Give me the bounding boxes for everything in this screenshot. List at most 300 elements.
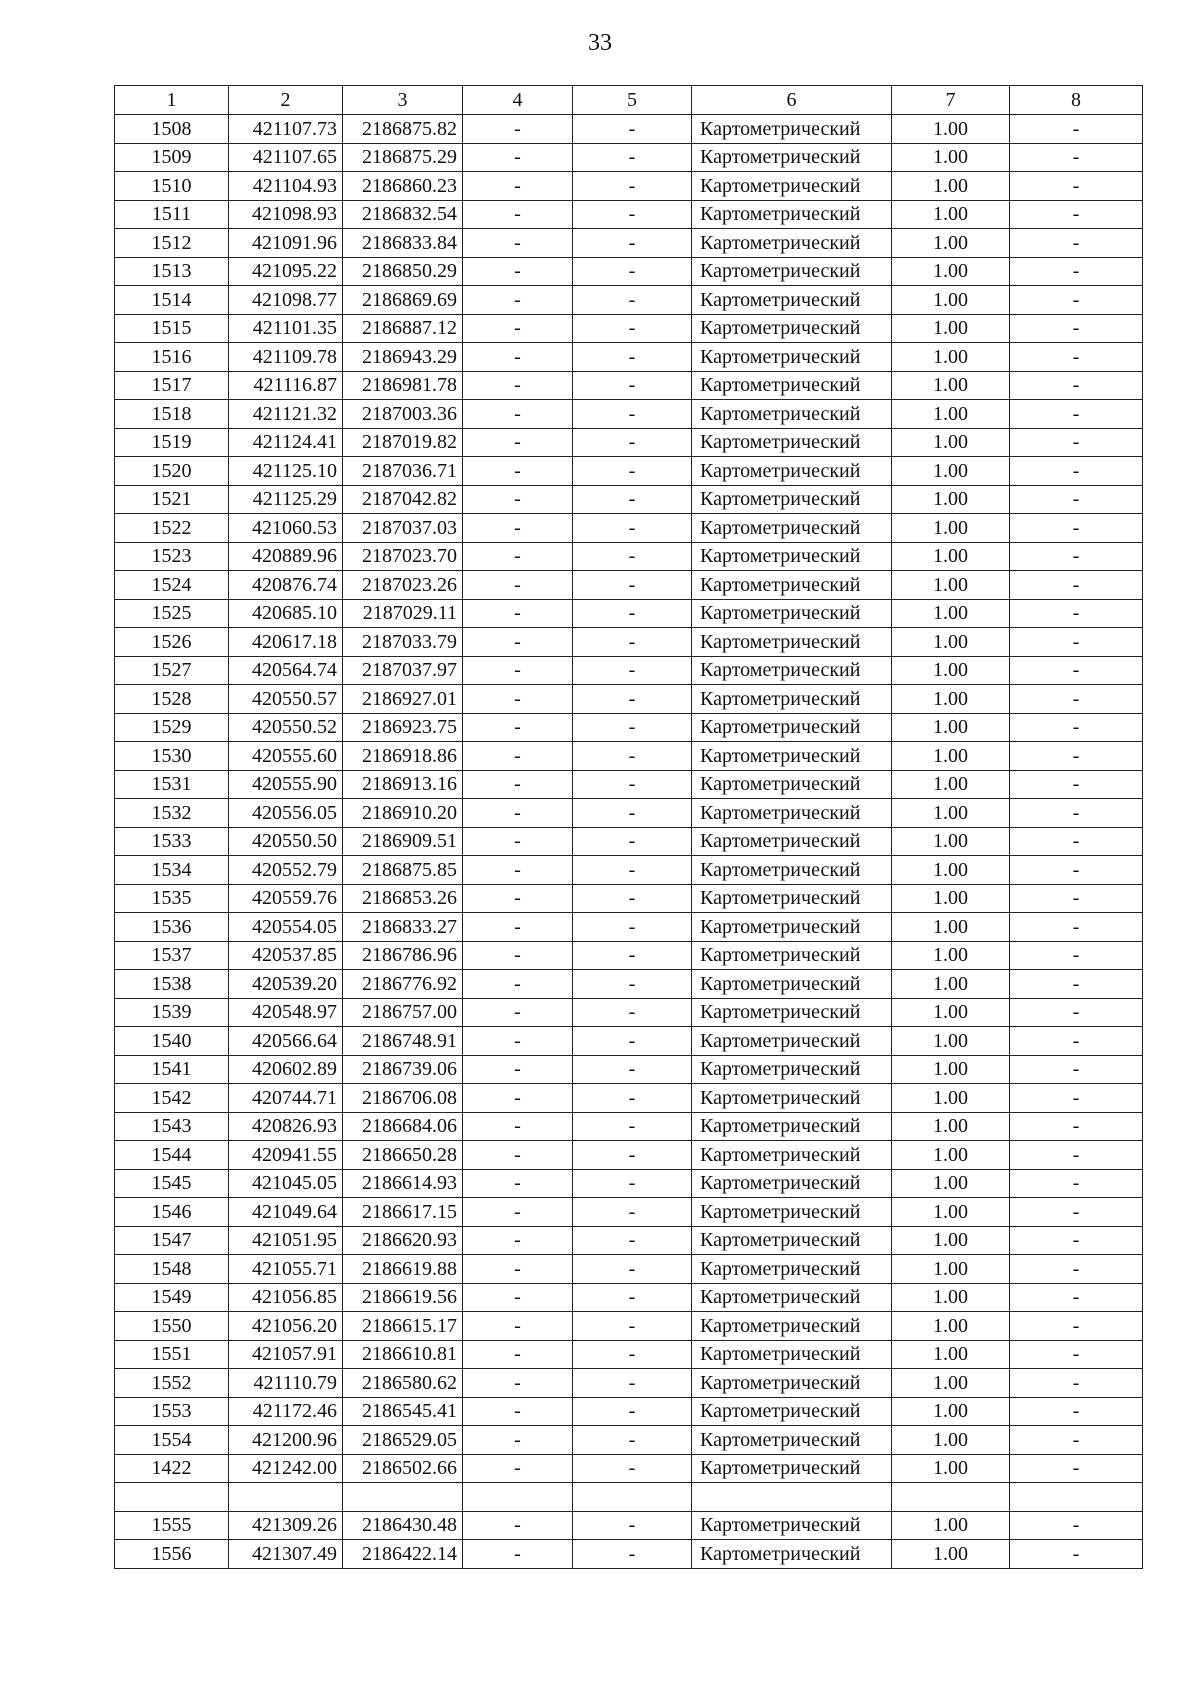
cell-y-coordinate: 2187033.79 bbox=[343, 628, 463, 657]
cell-accuracy: 1.00 bbox=[892, 400, 1010, 429]
cell-point-number: 1522 bbox=[115, 514, 229, 543]
table-row bbox=[115, 998, 1143, 1027]
cell-y-coordinate: 2187019.82 bbox=[343, 428, 463, 457]
cell-accuracy: 1.00 bbox=[892, 1084, 1010, 1113]
cell-point-number bbox=[115, 1483, 229, 1512]
cell-col-5: - bbox=[573, 998, 692, 1027]
cell-x-coordinate: 420826.93 bbox=[229, 1112, 343, 1141]
cell-point-number: 1517 bbox=[115, 371, 229, 400]
cell-col-5: - bbox=[573, 628, 692, 657]
cell-col-8: - bbox=[1010, 343, 1143, 372]
cell-col-8: - bbox=[1010, 713, 1143, 742]
cell-col-4: - bbox=[463, 970, 573, 999]
cell-method: Картометрический bbox=[692, 713, 892, 742]
table-row bbox=[115, 1084, 1143, 1113]
cell-x-coordinate: 421109.78 bbox=[229, 343, 343, 372]
cell-y-coordinate: 2186853.26 bbox=[343, 884, 463, 913]
cell-x-coordinate: 421125.29 bbox=[229, 485, 343, 514]
cell-col-4: - bbox=[463, 428, 573, 457]
cell-x-coordinate: 421107.65 bbox=[229, 143, 343, 172]
cell-accuracy: 1.00 bbox=[892, 628, 1010, 657]
cell-col-8: - bbox=[1010, 1340, 1143, 1369]
cell-x-coordinate: 421200.96 bbox=[229, 1426, 343, 1455]
cell-col-8: - bbox=[1010, 1169, 1143, 1198]
cell-point-number: 1555 bbox=[115, 1511, 229, 1540]
cell-accuracy: 1.00 bbox=[892, 571, 1010, 600]
cell-col-4: - bbox=[463, 457, 573, 486]
cell-y-coordinate: 2187037.03 bbox=[343, 514, 463, 543]
cell-point-number: 1544 bbox=[115, 1141, 229, 1170]
cell-col-4: - bbox=[463, 998, 573, 1027]
cell-col-5: - bbox=[573, 257, 692, 286]
cell-col-4: - bbox=[463, 1084, 573, 1113]
cell-x-coordinate: 421307.49 bbox=[229, 1540, 343, 1569]
cell-x-coordinate: 420564.74 bbox=[229, 656, 343, 685]
cell-accuracy: 1.00 bbox=[892, 941, 1010, 970]
cell-y-coordinate: 2186910.20 bbox=[343, 799, 463, 828]
table-row bbox=[115, 799, 1143, 828]
cell-y-coordinate: 2186545.41 bbox=[343, 1397, 463, 1426]
cell-col-5: - bbox=[573, 143, 692, 172]
cell-y-coordinate bbox=[343, 1483, 463, 1512]
cell-x-coordinate: 421091.96 bbox=[229, 229, 343, 258]
cell-col-5: - bbox=[573, 656, 692, 685]
cell-accuracy: 1.00 bbox=[892, 799, 1010, 828]
cell-accuracy: 1.00 bbox=[892, 1369, 1010, 1398]
cell-method: Картометрический bbox=[692, 1112, 892, 1141]
cell-accuracy: 1.00 bbox=[892, 685, 1010, 714]
cell-x-coordinate: 420889.96 bbox=[229, 542, 343, 571]
cell-accuracy: 1.00 bbox=[892, 115, 1010, 144]
cell-col-5: - bbox=[573, 514, 692, 543]
table-row bbox=[115, 143, 1143, 172]
cell-method: Картометрический bbox=[692, 685, 892, 714]
cell-col-8: - bbox=[1010, 1540, 1143, 1569]
cell-col-4: - bbox=[463, 286, 573, 315]
cell-x-coordinate: 420550.57 bbox=[229, 685, 343, 714]
cell-col-4: - bbox=[463, 571, 573, 600]
cell-point-number: 1508 bbox=[115, 115, 229, 144]
cell-y-coordinate: 2186943.29 bbox=[343, 343, 463, 372]
cell-accuracy: 1.00 bbox=[892, 970, 1010, 999]
cell-col-4: - bbox=[463, 485, 573, 514]
cell-col-8: - bbox=[1010, 200, 1143, 229]
cell-accuracy: 1.00 bbox=[892, 913, 1010, 942]
cell-accuracy: 1.00 bbox=[892, 1027, 1010, 1056]
cell-y-coordinate: 2187037.97 bbox=[343, 656, 463, 685]
cell-col-5: - bbox=[573, 1112, 692, 1141]
cell-col-4: - bbox=[463, 1340, 573, 1369]
cell-method: Картометрический bbox=[692, 1369, 892, 1398]
cell-x-coordinate: 420550.50 bbox=[229, 827, 343, 856]
cell-method: Картометрический bbox=[692, 1255, 892, 1284]
cell-accuracy: 1.00 bbox=[892, 1283, 1010, 1312]
cell-col-4: - bbox=[463, 913, 573, 942]
cell-point-number: 1551 bbox=[115, 1340, 229, 1369]
cell-col-8: - bbox=[1010, 1283, 1143, 1312]
column-header-6: 6 bbox=[692, 86, 892, 115]
cell-col-5: - bbox=[573, 1426, 692, 1455]
cell-point-number: 1422 bbox=[115, 1454, 229, 1483]
cell-point-number: 1515 bbox=[115, 314, 229, 343]
cell-col-8: - bbox=[1010, 1198, 1143, 1227]
table-row bbox=[115, 1112, 1143, 1141]
cell-method: Картометрический bbox=[692, 628, 892, 657]
cell-accuracy: 1.00 bbox=[892, 1454, 1010, 1483]
cell-col-4: - bbox=[463, 599, 573, 628]
table-row bbox=[115, 200, 1143, 229]
cell-col-8: - bbox=[1010, 1112, 1143, 1141]
cell-accuracy: 1.00 bbox=[892, 1226, 1010, 1255]
cell-y-coordinate: 2186706.08 bbox=[343, 1084, 463, 1113]
cell-point-number: 1554 bbox=[115, 1426, 229, 1455]
cell-col-4: - bbox=[463, 713, 573, 742]
cell-col-5: - bbox=[573, 428, 692, 457]
table-row bbox=[115, 571, 1143, 600]
cell-col-8: - bbox=[1010, 1141, 1143, 1170]
table-row bbox=[115, 713, 1143, 742]
table-row bbox=[115, 1454, 1143, 1483]
cell-point-number: 1547 bbox=[115, 1226, 229, 1255]
cell-x-coordinate: 420548.97 bbox=[229, 998, 343, 1027]
cell-method: Картометрический bbox=[692, 1426, 892, 1455]
cell-col-5: - bbox=[573, 742, 692, 771]
cell-x-coordinate bbox=[229, 1483, 343, 1512]
cell-col-5: - bbox=[573, 1084, 692, 1113]
cell-y-coordinate: 2186617.15 bbox=[343, 1198, 463, 1227]
cell-accuracy: 1.00 bbox=[892, 1397, 1010, 1426]
cell-col-8: - bbox=[1010, 970, 1143, 999]
cell-col-8 bbox=[1010, 1483, 1143, 1512]
cell-accuracy: 1.00 bbox=[892, 314, 1010, 343]
cell-point-number: 1533 bbox=[115, 827, 229, 856]
cell-point-number: 1514 bbox=[115, 286, 229, 315]
cell-col-8: - bbox=[1010, 172, 1143, 201]
cell-point-number: 1529 bbox=[115, 713, 229, 742]
cell-method: Картометрический bbox=[692, 1312, 892, 1341]
cell-x-coordinate: 420941.55 bbox=[229, 1141, 343, 1170]
cell-col-4: - bbox=[463, 941, 573, 970]
cell-x-coordinate: 421172.46 bbox=[229, 1397, 343, 1426]
cell-x-coordinate: 421107.73 bbox=[229, 115, 343, 144]
cell-accuracy: 1.00 bbox=[892, 599, 1010, 628]
cell-point-number: 1520 bbox=[115, 457, 229, 486]
cell-accuracy: 1.00 bbox=[892, 229, 1010, 258]
cell-method: Картометрический bbox=[692, 998, 892, 1027]
cell-method: Картометрический bbox=[692, 1226, 892, 1255]
cell-y-coordinate: 2186422.14 bbox=[343, 1540, 463, 1569]
cell-method: Картометрический bbox=[692, 599, 892, 628]
cell-point-number: 1543 bbox=[115, 1112, 229, 1141]
table-row bbox=[115, 856, 1143, 885]
table-row bbox=[115, 400, 1143, 429]
table-row bbox=[115, 1027, 1143, 1056]
table-row bbox=[115, 685, 1143, 714]
cell-y-coordinate: 2186832.54 bbox=[343, 200, 463, 229]
table-row bbox=[115, 286, 1143, 315]
cell-col-8: - bbox=[1010, 371, 1143, 400]
table-row bbox=[115, 1055, 1143, 1084]
cell-col-5: - bbox=[573, 599, 692, 628]
cell-method: Картометрический bbox=[692, 856, 892, 885]
cell-col-5: - bbox=[573, 457, 692, 486]
cell-col-8: - bbox=[1010, 1255, 1143, 1284]
header-row bbox=[115, 86, 1143, 115]
cell-col-5: - bbox=[573, 941, 692, 970]
cell-point-number: 1541 bbox=[115, 1055, 229, 1084]
cell-y-coordinate: 2186619.88 bbox=[343, 1255, 463, 1284]
cell-y-coordinate: 2186757.00 bbox=[343, 998, 463, 1027]
cell-col-4: - bbox=[463, 799, 573, 828]
cell-y-coordinate: 2186918.86 bbox=[343, 742, 463, 771]
column-header-1: 1 bbox=[115, 86, 229, 115]
table-row bbox=[115, 1340, 1143, 1369]
cell-col-5: - bbox=[573, 1312, 692, 1341]
cell-col-4: - bbox=[463, 1312, 573, 1341]
cell-method: Картометрический bbox=[692, 770, 892, 799]
cell-col-4: - bbox=[463, 1226, 573, 1255]
cell-y-coordinate: 2187023.70 bbox=[343, 542, 463, 571]
cell-x-coordinate: 420552.79 bbox=[229, 856, 343, 885]
cell-accuracy: 1.00 bbox=[892, 1141, 1010, 1170]
table-row bbox=[115, 827, 1143, 856]
cell-col-5: - bbox=[573, 286, 692, 315]
cell-col-8: - bbox=[1010, 514, 1143, 543]
cell-point-number: 1538 bbox=[115, 970, 229, 999]
cell-method: Картометрический bbox=[692, 514, 892, 543]
cell-col-5: - bbox=[573, 1283, 692, 1312]
cell-x-coordinate: 420537.85 bbox=[229, 941, 343, 970]
cell-method: Картометрический bbox=[692, 115, 892, 144]
cell-col-4: - bbox=[463, 1540, 573, 1569]
cell-y-coordinate: 2186776.92 bbox=[343, 970, 463, 999]
cell-method: Картометрический bbox=[692, 1084, 892, 1113]
cell-method: Картометрический bbox=[692, 286, 892, 315]
cell-accuracy: 1.00 bbox=[892, 542, 1010, 571]
cell-point-number: 1534 bbox=[115, 856, 229, 885]
cell-y-coordinate: 2186875.29 bbox=[343, 143, 463, 172]
cell-accuracy: 1.00 bbox=[892, 485, 1010, 514]
cell-col-8: - bbox=[1010, 1511, 1143, 1540]
cell-y-coordinate: 2186650.28 bbox=[343, 1141, 463, 1170]
cell-point-number: 1556 bbox=[115, 1540, 229, 1569]
cell-col-5: - bbox=[573, 571, 692, 600]
cell-method: Картометрический bbox=[692, 1511, 892, 1540]
cell-method: Картометрический bbox=[692, 400, 892, 429]
cell-method: Картометрический bbox=[692, 343, 892, 372]
cell-accuracy: 1.00 bbox=[892, 1540, 1010, 1569]
cell-col-4: - bbox=[463, 1426, 573, 1455]
cell-col-4: - bbox=[463, 143, 573, 172]
cell-col-8: - bbox=[1010, 827, 1143, 856]
table-row bbox=[115, 970, 1143, 999]
cell-accuracy bbox=[892, 1483, 1010, 1512]
table-row bbox=[115, 542, 1143, 571]
cell-accuracy: 1.00 bbox=[892, 1312, 1010, 1341]
table-row bbox=[115, 343, 1143, 372]
table-row bbox=[115, 1169, 1143, 1198]
cell-x-coordinate: 420602.89 bbox=[229, 1055, 343, 1084]
cell-y-coordinate: 2186913.16 bbox=[343, 770, 463, 799]
cell-point-number: 1521 bbox=[115, 485, 229, 514]
cell-accuracy: 1.00 bbox=[892, 257, 1010, 286]
cell-col-8: - bbox=[1010, 941, 1143, 970]
cell-col-5: - bbox=[573, 799, 692, 828]
cell-point-number: 1527 bbox=[115, 656, 229, 685]
cell-y-coordinate: 2186927.01 bbox=[343, 685, 463, 714]
cell-point-number: 1509 bbox=[115, 143, 229, 172]
cell-x-coordinate: 421049.64 bbox=[229, 1198, 343, 1227]
column-header-2: 2 bbox=[229, 86, 343, 115]
cell-col-4: - bbox=[463, 1283, 573, 1312]
cell-col-8: - bbox=[1010, 485, 1143, 514]
cell-col-8: - bbox=[1010, 1369, 1143, 1398]
cell-col-8: - bbox=[1010, 428, 1143, 457]
cell-y-coordinate: 2186748.91 bbox=[343, 1027, 463, 1056]
cell-y-coordinate: 2186614.93 bbox=[343, 1169, 463, 1198]
cell-x-coordinate: 421110.79 bbox=[229, 1369, 343, 1398]
cell-x-coordinate: 420685.10 bbox=[229, 599, 343, 628]
cell-y-coordinate: 2186619.56 bbox=[343, 1283, 463, 1312]
cell-x-coordinate: 421095.22 bbox=[229, 257, 343, 286]
cell-method: Картометрический bbox=[692, 941, 892, 970]
cell-col-5: - bbox=[573, 1540, 692, 1569]
cell-point-number: 1552 bbox=[115, 1369, 229, 1398]
cell-col-8: - bbox=[1010, 913, 1143, 942]
cell-col-5: - bbox=[573, 1340, 692, 1369]
cell-method: Картометрический bbox=[692, 314, 892, 343]
cell-method: Картометрический bbox=[692, 1454, 892, 1483]
table-row bbox=[115, 1483, 1143, 1512]
cell-y-coordinate: 2186875.85 bbox=[343, 856, 463, 885]
cell-method: Картометрический bbox=[692, 742, 892, 771]
cell-col-4: - bbox=[463, 1255, 573, 1284]
cell-col-8: - bbox=[1010, 542, 1143, 571]
cell-col-5: - bbox=[573, 371, 692, 400]
column-header-4: 4 bbox=[463, 86, 573, 115]
cell-y-coordinate: 2186502.66 bbox=[343, 1454, 463, 1483]
cell-col-8: - bbox=[1010, 229, 1143, 258]
cell-accuracy: 1.00 bbox=[892, 1255, 1010, 1284]
cell-method: Картометрический bbox=[692, 656, 892, 685]
cell-col-5: - bbox=[573, 970, 692, 999]
column-header-7: 7 bbox=[892, 86, 1010, 115]
table-row bbox=[115, 1511, 1143, 1540]
cell-col-4: - bbox=[463, 371, 573, 400]
cell-y-coordinate: 2186620.93 bbox=[343, 1226, 463, 1255]
cell-y-coordinate: 2186860.23 bbox=[343, 172, 463, 201]
cell-col-4: - bbox=[463, 1141, 573, 1170]
cell-method: Картометрический bbox=[692, 1027, 892, 1056]
cell-accuracy: 1.00 bbox=[892, 1340, 1010, 1369]
cell-point-number: 1518 bbox=[115, 400, 229, 429]
cell-accuracy: 1.00 bbox=[892, 770, 1010, 799]
cell-y-coordinate: 2186909.51 bbox=[343, 827, 463, 856]
cell-method: Картометрический bbox=[692, 1055, 892, 1084]
cell-y-coordinate: 2187042.82 bbox=[343, 485, 463, 514]
cell-accuracy: 1.00 bbox=[892, 143, 1010, 172]
cell-point-number: 1528 bbox=[115, 685, 229, 714]
cell-col-4: - bbox=[463, 1397, 573, 1426]
cell-point-number: 1510 bbox=[115, 172, 229, 201]
cell-point-number: 1519 bbox=[115, 428, 229, 457]
cell-col-5: - bbox=[573, 913, 692, 942]
cell-col-8: - bbox=[1010, 143, 1143, 172]
table-row bbox=[115, 1255, 1143, 1284]
table-row bbox=[115, 1397, 1143, 1426]
table-row bbox=[115, 628, 1143, 657]
cell-y-coordinate: 2186580.62 bbox=[343, 1369, 463, 1398]
table-header bbox=[115, 86, 1143, 115]
cell-col-4: - bbox=[463, 115, 573, 144]
cell-method: Картометрический bbox=[692, 172, 892, 201]
cell-point-number: 1526 bbox=[115, 628, 229, 657]
cell-point-number: 1546 bbox=[115, 1198, 229, 1227]
cell-col-8: - bbox=[1010, 998, 1143, 1027]
cell-point-number: 1530 bbox=[115, 742, 229, 771]
cell-accuracy: 1.00 bbox=[892, 827, 1010, 856]
column-header-5: 5 bbox=[573, 86, 692, 115]
cell-method: Картометрический bbox=[692, 371, 892, 400]
cell-col-5: - bbox=[573, 343, 692, 372]
cell-col-4: - bbox=[463, 1055, 573, 1084]
cell-col-4: - bbox=[463, 1454, 573, 1483]
cell-x-coordinate: 421098.93 bbox=[229, 200, 343, 229]
cell-method: Картометрический bbox=[692, 200, 892, 229]
cell-col-5: - bbox=[573, 1226, 692, 1255]
table-row bbox=[115, 1426, 1143, 1455]
cell-x-coordinate: 420617.18 bbox=[229, 628, 343, 657]
table-row bbox=[115, 656, 1143, 685]
cell-x-coordinate: 421051.95 bbox=[229, 1226, 343, 1255]
cell-method: Картометрический bbox=[692, 1198, 892, 1227]
cell-method: Картометрический bbox=[692, 799, 892, 828]
cell-accuracy: 1.00 bbox=[892, 1112, 1010, 1141]
cell-y-coordinate: 2187023.26 bbox=[343, 571, 463, 600]
cell-col-5: - bbox=[573, 1027, 692, 1056]
cell-y-coordinate: 2186833.84 bbox=[343, 229, 463, 258]
cell-col-4: - bbox=[463, 856, 573, 885]
table-row bbox=[115, 884, 1143, 913]
cell-method: Картометрический bbox=[692, 970, 892, 999]
cell-accuracy: 1.00 bbox=[892, 457, 1010, 486]
cell-col-4: - bbox=[463, 685, 573, 714]
cell-method: Картометрический bbox=[692, 913, 892, 942]
cell-col-8: - bbox=[1010, 685, 1143, 714]
table-row bbox=[115, 371, 1143, 400]
cell-method bbox=[692, 1483, 892, 1512]
cell-point-number: 1553 bbox=[115, 1397, 229, 1426]
cell-x-coordinate: 421242.00 bbox=[229, 1454, 343, 1483]
cell-point-number: 1549 bbox=[115, 1283, 229, 1312]
cell-x-coordinate: 421060.53 bbox=[229, 514, 343, 543]
cell-col-4: - bbox=[463, 742, 573, 771]
cell-x-coordinate: 421121.32 bbox=[229, 400, 343, 429]
table-body bbox=[115, 115, 1143, 1569]
table-row bbox=[115, 428, 1143, 457]
cell-accuracy: 1.00 bbox=[892, 656, 1010, 685]
cell-y-coordinate: 2187036.71 bbox=[343, 457, 463, 486]
cell-col-5: - bbox=[573, 827, 692, 856]
cell-col-8: - bbox=[1010, 1454, 1143, 1483]
cell-x-coordinate: 420876.74 bbox=[229, 571, 343, 600]
table-row bbox=[115, 599, 1143, 628]
cell-col-5: - bbox=[573, 314, 692, 343]
cell-col-4: - bbox=[463, 200, 573, 229]
table-row bbox=[115, 1226, 1143, 1255]
cell-accuracy: 1.00 bbox=[892, 343, 1010, 372]
cell-col-4: - bbox=[463, 314, 573, 343]
